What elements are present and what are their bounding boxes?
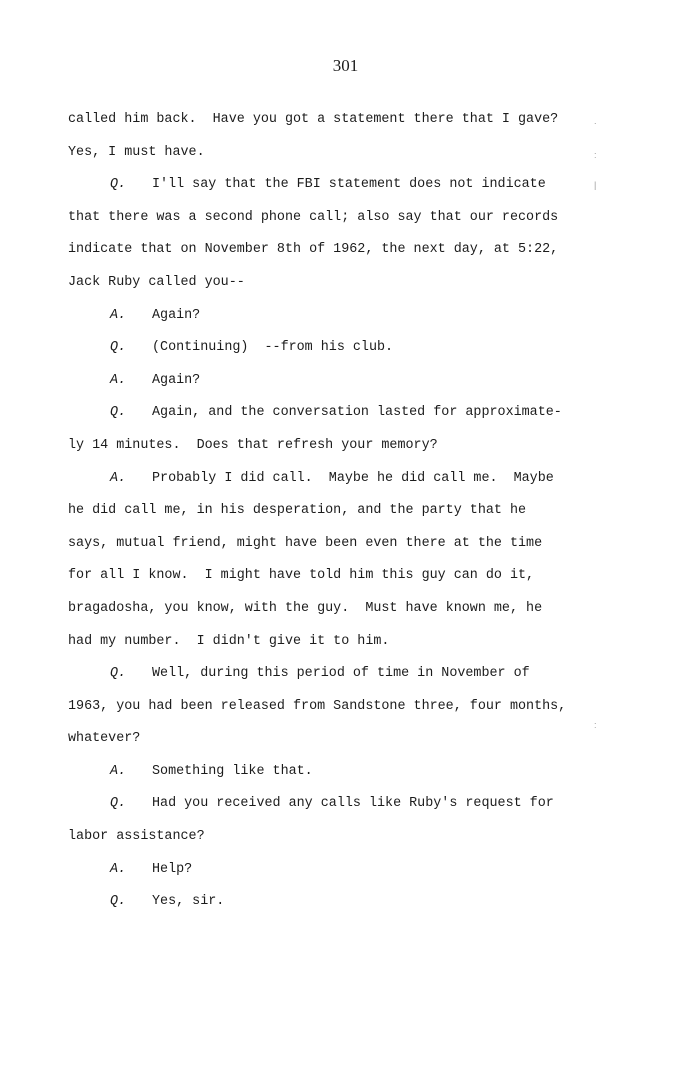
speaker-label: A.: [110, 861, 127, 877]
speaker-label: Q.: [110, 405, 127, 421]
line-text: says, mutual friend, might have been even there at the time: [68, 535, 543, 551]
transcript-line: [68, 397, 598, 430]
line-text: Probably I did call. Maybe he did call me. Maybe: [152, 470, 554, 486]
line-text: Again?: [152, 372, 201, 388]
transcript-line: [68, 104, 598, 137]
margin-mark: :: [594, 150, 597, 160]
transcript-line: [68, 854, 598, 887]
line-text: Something like that.: [152, 763, 313, 779]
transcript-line: [68, 691, 598, 724]
line-text: Again?: [152, 307, 201, 323]
transcript-line: [68, 137, 598, 170]
transcript-line: [68, 821, 598, 854]
line-text: Again, and the conversation lasted for approximate-: [152, 405, 562, 421]
transcript-line: [68, 593, 598, 626]
line-text: Well, during this period of time in November of: [152, 666, 530, 682]
transcript-line: [68, 463, 598, 496]
speaker-label: A.: [110, 470, 127, 486]
transcript-line: [68, 267, 598, 300]
line-text: called him back. Have you got a statement there that I gave?: [68, 112, 559, 127]
line-text: Yes, I must have.: [68, 144, 205, 160]
transcript-line: [68, 723, 598, 756]
line-text: indicate that on November 8th of 1962, the next day, at 5:22,: [68, 242, 559, 258]
line-text: (Continuing) --from his club.: [152, 340, 394, 356]
line-text: Jack Ruby called you--: [68, 274, 245, 290]
speaker-label: A.: [110, 307, 127, 323]
transcript-line: [68, 430, 598, 463]
page-number: 301: [332, 56, 359, 75]
line-text: he did call me, in his desperation, and the party that he: [68, 503, 527, 519]
transcript-line: [68, 560, 598, 593]
line-text: bragadosha, you know, with the guy. Must have known me, he: [68, 600, 543, 616]
transcript-line: [68, 365, 598, 398]
transcript-line: [68, 332, 598, 365]
speaker-label: Q.: [110, 796, 127, 812]
line-text: whatever?: [68, 731, 141, 747]
speaker-label: Q.: [110, 177, 127, 193]
transcript-line: [68, 300, 598, 333]
line-text: I'll say that the FBI statement does not indicate: [152, 177, 546, 193]
transcript-line: [68, 169, 598, 202]
transcript-line: [68, 202, 598, 235]
margin-mark: |: [594, 180, 597, 190]
margin-mark: .: [594, 116, 597, 126]
line-text: Yes, sir.: [152, 894, 225, 910]
transcript-line: [68, 756, 598, 789]
line-text: had my number. I didn't give it to him.: [68, 633, 390, 649]
speaker-label: Q.: [110, 340, 127, 356]
speaker-label: Q.: [110, 894, 127, 910]
transcript-line: [68, 234, 598, 267]
speaker-label: Q.: [110, 666, 127, 682]
line-text: for all I know. I might have told him this guy can do it,: [68, 568, 535, 584]
speaker-label: A.: [110, 372, 127, 388]
transcript-line: [68, 886, 598, 919]
transcript-line: [68, 626, 598, 659]
line-text: Help?: [152, 861, 193, 877]
speaker-label: A.: [110, 763, 127, 779]
transcript-line: [68, 658, 598, 691]
transcript-line: [68, 495, 598, 528]
transcript-body: [68, 104, 598, 919]
line-text: that there was a second phone call; also say that our records: [68, 209, 559, 225]
transcript-line: [68, 528, 598, 561]
line-text: ly 14 minutes. Does that refresh your memory?: [68, 437, 438, 453]
line-text: Had you received any calls like Ruby's request for: [152, 796, 554, 812]
transcript-line: [68, 788, 598, 821]
margin-mark: :: [594, 720, 597, 730]
line-text: 1963, you had been released from Sandstone three, four months,: [68, 698, 567, 714]
line-text: labor assistance?: [68, 829, 205, 845]
